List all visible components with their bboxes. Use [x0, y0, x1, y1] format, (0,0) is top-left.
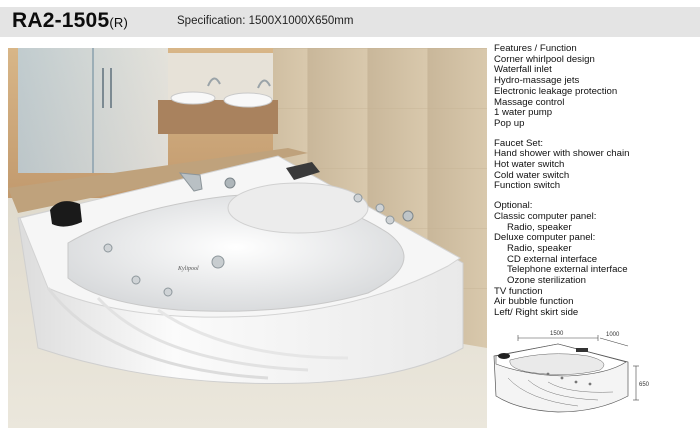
width-dimension: 1000 [606, 332, 620, 338]
brand-mark: Kylipool [178, 266, 199, 272]
drain [212, 256, 224, 268]
deluxe-panel-item: Telephone external interface [507, 264, 628, 276]
deluxe-panel: Deluxe computer panel: [494, 232, 596, 244]
classic-panel: Classic computer panel: [494, 210, 597, 222]
optional-item: Left/ Right skirt side [494, 307, 579, 319]
feature-item: 1 water pump [494, 107, 553, 119]
length-dimension: 1500 [550, 331, 564, 337]
jet [164, 288, 172, 296]
feature-item: Waterfall inlet [494, 64, 552, 76]
jet [386, 216, 394, 224]
feature-item: Massage control [494, 96, 565, 108]
jet [104, 244, 112, 252]
jet [376, 204, 384, 212]
faucet-title: Faucet Set: [494, 137, 544, 149]
model-number: RA2-1505(R) [12, 9, 128, 32]
optional-item: Air bubble function [494, 296, 574, 308]
faucet-item: Hot water switch [494, 159, 565, 171]
jet [354, 194, 362, 202]
faucet-block [494, 139, 698, 193]
faucet-item: Cold water switch [494, 169, 570, 181]
model-suffix: (R) [109, 15, 128, 30]
classic-panel-item: Radio, speaker [507, 221, 572, 233]
faucet-item: Function switch [494, 180, 561, 192]
basin-right [224, 93, 272, 107]
product-photo [8, 48, 487, 428]
dimension-drawing [488, 326, 698, 426]
optional-block [494, 201, 698, 319]
features-panel [494, 44, 698, 328]
feature-item: Hydro-massage jets [494, 75, 580, 87]
feature-item: Pop up [494, 117, 525, 129]
deluxe-panel-item: Ozone sterilization [507, 275, 586, 287]
basin-left [171, 92, 215, 104]
control-knob [225, 178, 235, 188]
faucet-item: Hand shower with shower chain [494, 148, 630, 160]
jet [132, 276, 140, 284]
optional-item: TV function [494, 285, 543, 297]
features-block [494, 44, 698, 130]
feature-item: Corner whirlpool design [494, 53, 595, 65]
specification-text: Specification: 1500X1000X650mm [177, 15, 354, 27]
deluxe-panel-item: Radio, speaker [507, 242, 572, 254]
optional-title: Optional: [494, 200, 533, 212]
height-dimension: 650 [639, 382, 650, 388]
switch-knob [403, 211, 413, 221]
feature-item: Electronic leakage protection [494, 85, 618, 97]
deluxe-panel-item: CD external interface [507, 253, 598, 265]
features-title: Features / Function [494, 43, 577, 54]
seat-area [228, 183, 368, 233]
